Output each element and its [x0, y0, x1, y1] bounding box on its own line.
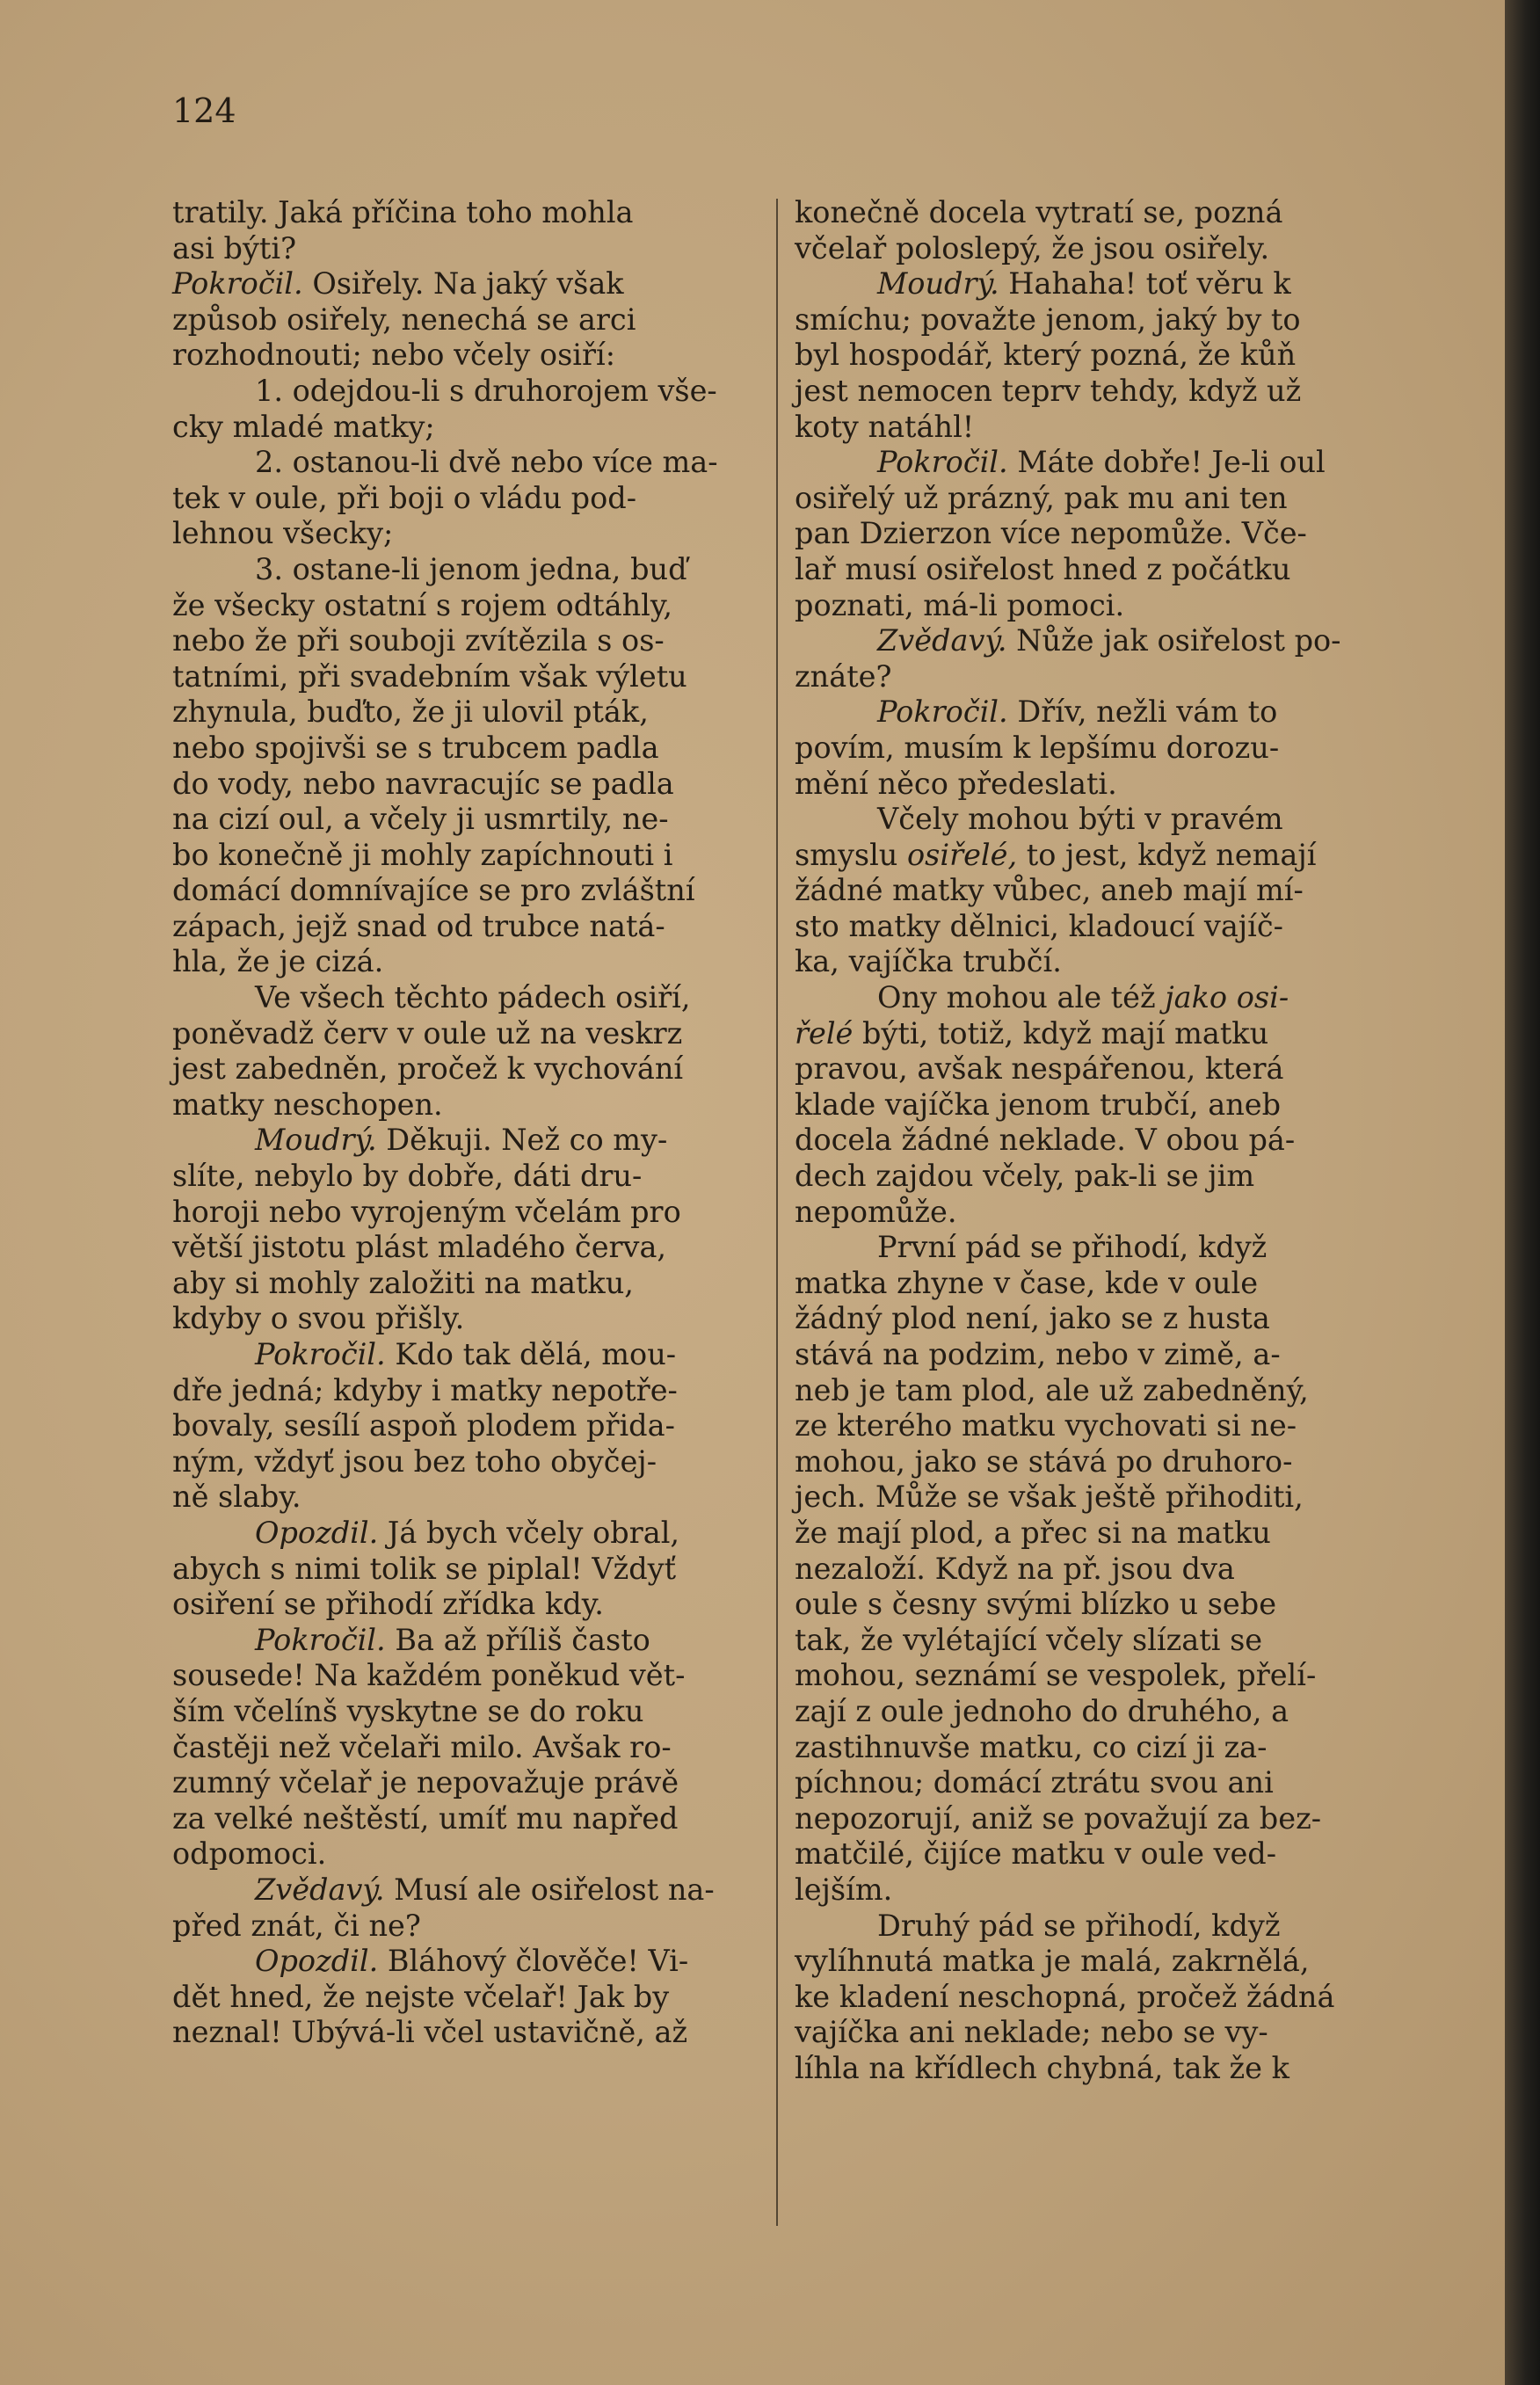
line-text: dře jedná; kdyby i matky nepotře- — [172, 1372, 678, 1407]
text-line — [172, 1087, 759, 1123]
text-line — [172, 374, 759, 410]
speaker-name: Pokročil. — [255, 1337, 386, 1371]
text-line — [795, 1301, 1384, 1337]
line-text: pravou, avšak nespářenou, která — [795, 1051, 1284, 1087]
text-line — [172, 694, 759, 731]
text-line — [172, 2015, 759, 2051]
line-text: způsob osiřely, nenechá se arci — [172, 302, 636, 337]
line-text: smyslu — [795, 837, 908, 872]
line-text: tak, že vylétající včely slízati se — [795, 1622, 1263, 1657]
line-text: že mají plod, a přec si na matku — [795, 1515, 1271, 1550]
text-line — [172, 1408, 759, 1444]
text-line — [795, 1373, 1384, 1409]
line-text: Ony mohou ale též — [877, 980, 1166, 1015]
text-line — [795, 1051, 1384, 1087]
text-line — [795, 481, 1384, 517]
line-text: znáte? — [795, 658, 892, 694]
text-line — [795, 1980, 1384, 2016]
line-text: matky neschopen. — [172, 1087, 443, 1122]
text-line — [172, 1980, 759, 2016]
text-line — [172, 1373, 759, 1409]
line-text: pan Dzierzon více nepomůže. Vče- — [795, 516, 1307, 551]
text-line — [172, 1444, 759, 1480]
text-line — [172, 1872, 759, 1909]
text-line — [795, 623, 1384, 659]
line-text: zastihnuvše matku, co cizí ji za- — [795, 1729, 1268, 1764]
text-line — [795, 767, 1384, 803]
text-line — [795, 1623, 1384, 1659]
text-line — [172, 1694, 759, 1730]
line-text: ně slaby. — [172, 1480, 301, 1515]
line-text: stává na podzim, nebo v zimě, a- — [795, 1337, 1281, 1371]
line-text: abych s nimi tolik se piplal! Vždyť — [172, 1551, 677, 1586]
text-line — [172, 445, 759, 481]
text-line — [172, 1836, 759, 1872]
text-line — [172, 302, 759, 338]
line-text: lejším. — [795, 1872, 893, 1907]
text-line — [795, 1408, 1384, 1444]
line-text: Musí ale osiřelost na- — [384, 1872, 715, 1907]
line-text: oule s česny svými blízko u sebe — [795, 1587, 1277, 1622]
text-line — [172, 1909, 759, 1945]
line-text: Ve všech těchto pádech osiří, — [255, 980, 691, 1015]
text-line — [795, 2051, 1384, 2087]
line-text-tail: to jest, když nemají — [1017, 837, 1317, 872]
text-line — [795, 1694, 1384, 1730]
line-text: Nůže jak osiřelost po- — [1006, 623, 1341, 658]
line-text: žádný plod není, jako se z husta — [795, 1301, 1270, 1336]
text-line — [172, 1730, 759, 1766]
line-text: 3. ostane-li jenom jedna, buď — [255, 551, 687, 586]
speaker-name: Pokročil. — [255, 1622, 386, 1657]
line-text: osiřelý už prázný, pak mu ani ten — [795, 480, 1288, 515]
text-line — [172, 873, 759, 909]
line-text: na cizí oul, a včely ji usmrtily, ne- — [172, 802, 669, 837]
text-line — [172, 410, 759, 446]
emphasized-text: jako osi- — [1165, 980, 1289, 1015]
line-text: První pád se přihodí, když — [877, 1230, 1268, 1265]
speaker-name: Moudrý. — [877, 266, 999, 302]
text-line — [172, 623, 759, 659]
text-line — [795, 1872, 1384, 1909]
text-line — [172, 1516, 759, 1552]
line-text: líhla na křídlech chybná, tak že k — [795, 2050, 1289, 2085]
line-text: Osiřely. Na jaký však — [302, 266, 624, 302]
text-line — [172, 1195, 759, 1231]
speaker-name: Zvědavý. — [255, 1872, 385, 1907]
line-text: byl hospodář, který pozná, že kůň — [795, 338, 1297, 373]
text-line — [795, 1730, 1384, 1766]
text-line — [172, 1016, 759, 1052]
line-text: Včely mohou býti v pravém — [877, 802, 1283, 837]
line-text: aby si mohly založiti na matku, — [172, 1265, 634, 1300]
text-line — [795, 1765, 1384, 1801]
line-text: neznal! Ubývá-li včel ustavičně, až — [172, 2015, 688, 2050]
line-text: Já bych včely obral, — [378, 1515, 680, 1550]
line-text: Dřív, nežli vám to — [1007, 694, 1278, 730]
text-line — [795, 1944, 1384, 1980]
line-text: před znát, či ne? — [172, 1908, 421, 1943]
line-text: nebo že při souboji zvítězila s os- — [172, 623, 665, 658]
emphasized-text: osiřelé, — [907, 837, 1018, 872]
text-line — [172, 731, 759, 767]
text-line — [795, 980, 1384, 1016]
text-line — [172, 1587, 759, 1623]
line-text: žádné matky vůbec, aneb mají mí- — [795, 873, 1304, 908]
line-text: konečně docela vytratí se, pozná — [795, 195, 1283, 229]
text-line — [795, 802, 1384, 838]
speaker-name: Moudrý. — [255, 1123, 377, 1158]
text-line — [172, 1552, 759, 1588]
right-text-column — [795, 195, 1384, 2086]
text-line — [795, 1123, 1384, 1159]
line-text: neb je tam plod, ale už zabedněný, — [795, 1372, 1309, 1407]
line-text: včelař poloslepý, že jsou osiřely. — [795, 230, 1270, 265]
line-text: nepozorují, aniž se považují za bez- — [795, 1800, 1322, 1836]
line-text: kdyby o svou přišly. — [172, 1301, 465, 1336]
text-line — [172, 1480, 759, 1516]
line-text: slíte, nebylo by dobře, dáti dru- — [172, 1159, 643, 1194]
line-text: jest nemocen teprv tehdy, když už — [795, 373, 1302, 408]
book-binding-edge — [1505, 0, 1540, 2385]
line-text: zhynula, buďto, že ji ulovil pták, — [172, 694, 649, 730]
line-text: tatními, při svadebním však výletu — [172, 658, 687, 694]
line-text: vajíčka ani neklade; nebo se vy- — [795, 2015, 1268, 2050]
line-text: Bláhový člověče! Vi- — [378, 1944, 689, 1979]
line-text: do vody, nebo navracujíc se padla — [172, 766, 674, 801]
line-text: píchnou; domácí ztrátu svou ani — [795, 1765, 1274, 1800]
line-text: mohou, jako se stává po druhoro- — [795, 1443, 1293, 1479]
line-text: ka, vajíčka trubčí. — [795, 944, 1062, 979]
line-text: vylíhnutá matka je malá, zakrnělá, — [795, 1944, 1310, 1979]
line-text: ším včelínš vyskytne se do roku — [172, 1693, 644, 1728]
text-line — [172, 195, 759, 231]
speaker-name: Opozdil. — [255, 1944, 379, 1979]
text-line — [795, 195, 1384, 231]
text-line — [795, 659, 1384, 695]
text-line — [172, 231, 759, 267]
text-line — [795, 1016, 1384, 1052]
text-line — [795, 231, 1384, 267]
line-text: lař musí osiřelost hned z počátku — [795, 551, 1291, 586]
text-line — [795, 1909, 1384, 1945]
text-line — [795, 516, 1384, 552]
text-line — [172, 1051, 759, 1087]
speaker-name: Zvědavý. — [877, 623, 1007, 658]
text-line — [172, 1230, 759, 1266]
speaker-name: Pokročil. — [877, 694, 1008, 730]
line-text: Kdo tak dělá, mou- — [385, 1337, 677, 1371]
text-line — [172, 588, 759, 624]
text-line — [172, 980, 759, 1016]
line-text: bo konečně ji mohly zapíchnouti i — [172, 837, 673, 872]
text-line — [795, 838, 1384, 874]
line-text: za velké neštěstí, umíť mu napřed — [172, 1800, 679, 1836]
line-text: Hahaha! toť věru k — [999, 266, 1291, 302]
line-text: lehnou všecky; — [172, 516, 394, 551]
line-text: Máte dobře! Je-li oul — [1007, 445, 1326, 480]
text-line — [795, 731, 1384, 767]
line-text: domácí domnívajíce se pro zvláštní — [172, 873, 695, 908]
line-text: odpomoci. — [172, 1836, 327, 1872]
text-line — [795, 1836, 1384, 1872]
line-text: bovaly, sesílí aspoň plodem přidа- — [172, 1408, 675, 1443]
speaker-name: Opozdil. — [255, 1515, 379, 1550]
text-line — [172, 481, 759, 517]
text-line — [795, 445, 1384, 481]
text-line — [795, 1516, 1384, 1552]
line-text: mění něco předeslati. — [795, 766, 1117, 801]
text-line — [795, 1266, 1384, 1302]
text-line — [795, 873, 1384, 909]
text-line — [172, 266, 759, 302]
line-text: zápach, jejž snad od trubce natá- — [172, 908, 665, 943]
line-text: Ba až příliš často — [385, 1622, 650, 1657]
text-line — [172, 1159, 759, 1195]
text-line — [172, 944, 759, 980]
text-line — [795, 1159, 1384, 1195]
left-text-column — [172, 195, 759, 2051]
line-text: matčilé, čijíce matku v oule ved- — [795, 1836, 1277, 1872]
text-line — [795, 1587, 1384, 1623]
line-text: že všecky ostatní s rojem odtáhly, — [172, 587, 673, 622]
line-text: smíchu; považte jenom, jaký by to — [795, 302, 1301, 337]
line-text: častěji než včelaři milo. Avšak ro- — [172, 1729, 672, 1764]
text-line — [795, 1195, 1384, 1231]
line-text: mohou, seznámí se vespolek, přelí- — [795, 1658, 1317, 1693]
text-line — [795, 1230, 1384, 1266]
line-text: hla, že je cizá. — [172, 944, 384, 979]
text-line — [172, 338, 759, 374]
line-text: klade vajíčka jenom trubčí, aneb — [795, 1087, 1282, 1122]
line-text: matka zhyne v čase, kde v oule — [795, 1265, 1259, 1300]
text-line — [795, 1480, 1384, 1516]
line-text: 2. ostanou-li dvě nebo více ma- — [255, 445, 718, 480]
line-text: poznati, má-li pomoci. — [795, 587, 1125, 622]
text-line — [172, 1266, 759, 1302]
text-line — [795, 552, 1384, 588]
text-line — [172, 1301, 759, 1337]
text-line — [172, 1623, 759, 1659]
line-text: jech. Může se však ještě přihoditi, — [795, 1480, 1304, 1515]
speaker-name: Pokročil. — [877, 445, 1008, 480]
line-text: cky mladé matky; — [172, 409, 435, 444]
text-line — [172, 1123, 759, 1159]
line-text: zumný včelař je nepovažuje právě — [172, 1765, 679, 1800]
text-line — [795, 338, 1384, 374]
text-line — [795, 694, 1384, 731]
text-line — [795, 1801, 1384, 1837]
text-line — [172, 1944, 759, 1980]
line-text: nepomůže. — [795, 1194, 957, 1229]
line-text: tratily. Jaká příčina toho mohla — [172, 195, 634, 229]
speaker-name: Pokročil. — [172, 266, 303, 302]
line-text: nebo spojivši se s trubcem padla — [172, 730, 659, 765]
text-line — [172, 767, 759, 803]
line-text: Děkuji. Než co my- — [376, 1123, 668, 1158]
text-line — [795, 909, 1384, 945]
line-text: zají z oule jednoho do druhého, a — [795, 1693, 1289, 1728]
text-line — [795, 302, 1384, 338]
text-line — [172, 802, 759, 838]
line-text: dět hned, že nejste včelař! Jak by — [172, 1979, 670, 2014]
text-line — [172, 1337, 759, 1373]
text-line — [172, 659, 759, 695]
text-line — [795, 266, 1384, 302]
text-line — [795, 2015, 1384, 2051]
line-text: nezaloží. Když na př. jsou dva — [795, 1551, 1235, 1586]
line-text: docela žádné neklade. V obou pá- — [795, 1123, 1296, 1158]
text-line — [795, 1087, 1384, 1123]
line-text: koty natáhl! — [795, 409, 975, 444]
text-line — [795, 1552, 1384, 1588]
text-line — [172, 552, 759, 588]
line-text: ke kladení neschopná, pročež žádná — [795, 1979, 1335, 2014]
text-line — [795, 588, 1384, 624]
text-line — [795, 1444, 1384, 1480]
line-text: osiření se přihodí zřídka kdy. — [172, 1587, 604, 1622]
text-line — [795, 944, 1384, 980]
text-line — [795, 1337, 1384, 1373]
text-line — [795, 374, 1384, 410]
line-text: sto matky dělnici, kladoucí vajíč- — [795, 908, 1283, 943]
line-text: poněvadž červ v oule už na veskrz — [172, 1015, 683, 1051]
line-text: asi býti? — [172, 230, 297, 265]
emphasized-text: řelé — [795, 1015, 854, 1051]
column-divider — [776, 199, 778, 2226]
text-line — [795, 410, 1384, 446]
text-line — [172, 1658, 759, 1694]
text-line — [172, 516, 759, 552]
page-number: 124 — [172, 91, 236, 130]
line-text-tail: býti, totiž, když mají matku — [853, 1015, 1269, 1051]
line-text: 1. odejdou-li s druhorojem vše- — [255, 373, 717, 408]
line-text: jest zabedněn, pročež k vychování — [172, 1051, 684, 1087]
line-text: rozhodnouti; nebo včely osiří: — [172, 338, 616, 373]
line-text: větší jistotu plást mladého červa, — [172, 1230, 667, 1265]
line-text: dech zajdou včely, pak-li se jim — [795, 1159, 1255, 1194]
text-line — [172, 1801, 759, 1837]
line-text: ným, vždyť jsou bez toho obyčej- — [172, 1443, 657, 1479]
text-line — [172, 909, 759, 945]
line-text: povím, musím k lepšímu dorozu- — [795, 730, 1280, 765]
text-line — [172, 838, 759, 874]
line-text: tek v oule, při boji o vládu pod- — [172, 480, 637, 515]
line-text: horoji nebo vyrojeným včelám pro — [172, 1194, 681, 1229]
text-line — [172, 1765, 759, 1801]
line-text: sousede! Na každém poněkud vět- — [172, 1658, 686, 1693]
text-line — [795, 1658, 1384, 1694]
line-text: Druhý pád se přihodí, když — [877, 1908, 1281, 1943]
line-text: ze kterého matku vychovati si ne- — [795, 1408, 1297, 1443]
